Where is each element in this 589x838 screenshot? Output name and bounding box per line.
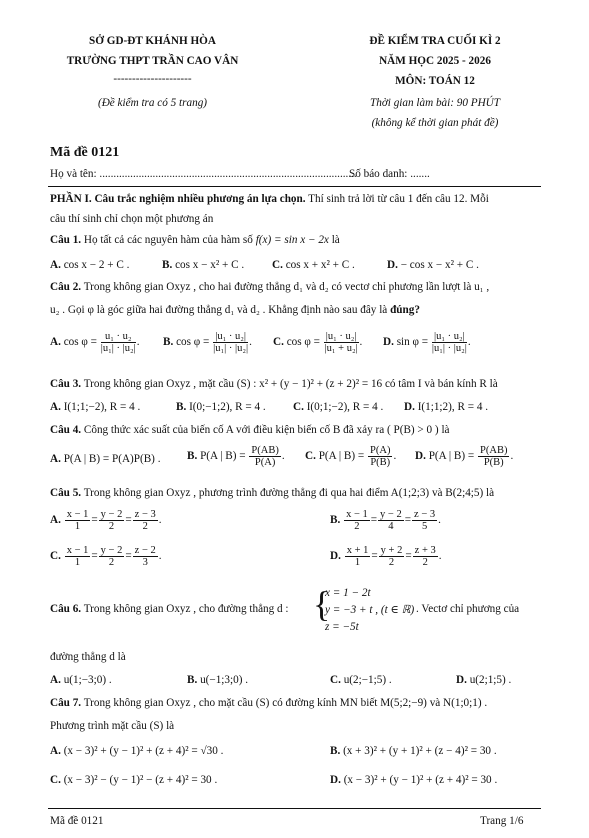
denominator: |u₁| · |u₂| — [431, 343, 467, 355]
numerator: |u₁ · u₂| — [432, 331, 467, 343]
q6-option-a[interactable] — [50, 673, 112, 687]
q3-option-d[interactable] — [404, 400, 488, 414]
denominator: 2 — [354, 521, 360, 533]
question-5 — [50, 486, 494, 500]
subject: MÔN: TOÁN 12 — [395, 75, 475, 87]
q3-option-a[interactable] — [50, 400, 140, 414]
school-name: TRƯỜNG THPT TRẦN CAO VÂN — [66, 55, 239, 67]
option-text: u(2;−1;5) . — [343, 674, 392, 686]
option-label: D. — [415, 450, 426, 463]
option-label: B. — [162, 259, 173, 271]
denominator: 2 — [108, 557, 115, 569]
q7-text: Trong không gian Oxyz , cho mặt cầu (S) có đường kính MN biết M(5;2;−9) và N(1;0;1) . — [81, 697, 488, 709]
option-label: A. — [50, 259, 61, 271]
question-6 — [50, 602, 289, 616]
exam-time-note: (không kể thời gian phát đề) — [371, 117, 499, 129]
q7-option-d[interactable] — [330, 773, 497, 787]
option-text: (x + 3)² + (y + 1)² + (z − 4)² = 30 . — [343, 745, 497, 757]
option-lhs: P(A | B) = — [200, 450, 246, 463]
option-lhs: P(A | B) = — [318, 450, 365, 463]
fraction — [368, 445, 392, 468]
q2-label: Câu 2. — [50, 281, 82, 293]
option-text: (x − 3)² − (y − 1)² − (z + 4)² = 30 . — [63, 774, 218, 786]
option-label: B. — [187, 450, 198, 463]
part1-text: Thí sinh trả lời từ câu 1 đến câu 12. Mỗi — [305, 193, 489, 205]
option-label: C. — [272, 259, 283, 271]
numerator: y − 2 — [100, 509, 123, 520]
name-label: Họ và tên: — [50, 168, 100, 180]
option-text: P(A | B) = P(A)P(B) . — [63, 453, 161, 465]
option-label: D. — [387, 259, 398, 271]
q1-label: Câu 1. — [50, 234, 82, 246]
option-label: D. — [404, 401, 415, 413]
q2-line2 — [50, 303, 420, 317]
option-lhs: P(A | B) = — [428, 450, 475, 463]
option-text: (x − 3)² + (y − 1)² + (z + 4)² = √30 . — [63, 745, 224, 757]
option-label: D. — [383, 336, 394, 349]
question-7 — [50, 696, 487, 710]
option-text: cos x − x² + C . — [175, 259, 245, 271]
option-label: A. — [50, 674, 61, 686]
q1-expr: f(x) = sin x − 2x — [255, 234, 329, 246]
q2-option-c[interactable]: C. cos φ = $\frac{\text{|u₁ · u₂|}}{\text{|u₁ + u₂|}}$ . — [273, 331, 363, 355]
option-label: B. — [330, 745, 341, 757]
q7-line2: Phương trình mặt cầu (S) là — [50, 720, 175, 732]
fraction — [99, 509, 125, 532]
fraction — [412, 509, 437, 532]
top-rule — [48, 186, 541, 187]
q7-option-c[interactable] — [50, 773, 217, 787]
exam-time: Thời gian làm bài: 90 PHÚT — [370, 97, 500, 109]
denominator: 2 — [108, 521, 115, 533]
option-label: B. — [330, 514, 341, 527]
school-year: NĂM HỌC 2025 - 2026 — [379, 55, 491, 67]
q5-option-c[interactable]: C. $\frac{x - 1}{1}$ = $\frac{y - 2}{2}$ = $\frac{z - 2}{3}$ . — [50, 545, 162, 569]
option-label: C. — [50, 550, 61, 563]
fraction — [101, 331, 136, 354]
option-label: B. — [163, 336, 174, 349]
q6-text: Trong không gian Oxyz , cho đường thẳng d : — [81, 603, 289, 615]
q1-tail: là — [328, 234, 340, 246]
option-label: D. — [456, 674, 467, 686]
q5-option-a[interactable]: A. $\frac{x - 1}{1}$ = $\frac{y - 2}{2}$ = $\frac{z - 3}{2}$ . — [50, 509, 162, 533]
q2-option-a[interactable]: A. cos φ = $\frac{\text{u₁ · u₂}}{\text{|u₁| · |u₂|}}$ . — [50, 331, 140, 355]
option-label: A. — [50, 514, 61, 527]
denominator: 1 — [74, 557, 81, 569]
fraction — [432, 331, 467, 354]
numerator: z − 3 — [414, 509, 436, 520]
denominator: P(B) — [483, 457, 504, 469]
option-text: I(1;1;2), R = 4 . — [417, 401, 489, 413]
option-label: C. — [293, 401, 304, 413]
fraction — [378, 509, 404, 532]
denominator: |u₁| · |u₂| — [100, 343, 136, 355]
denominator: 2 — [422, 557, 428, 569]
q4-text: Công thức xác suất của biến cố A với điều kiện biến cố B đã xảy ra ( P(B) > 0 ) là — [81, 424, 450, 436]
q7-option-b[interactable] — [330, 744, 497, 758]
name-field: ............................................................................................ — [99, 168, 357, 180]
denominator: 4 — [388, 521, 394, 533]
fraction — [133, 509, 158, 532]
part1-line1 — [50, 192, 489, 206]
fraction — [413, 545, 438, 568]
system-brace: { — [313, 584, 331, 624]
fraction — [324, 331, 359, 354]
denominator: 3 — [142, 557, 148, 569]
footer-page-number: Trang 1/6 — [480, 815, 524, 827]
option-lhs: cos φ = — [286, 336, 320, 349]
option-lhs: cos φ = — [63, 336, 97, 349]
option-label: B. — [187, 674, 198, 686]
header-divider: --------------------- — [113, 73, 192, 85]
q4-option-d[interactable]: D. P(A | B) = $\frac{P(AB)}{P(B)}$ . — [415, 445, 514, 469]
denominator: 2 — [388, 557, 395, 569]
fraction — [65, 545, 91, 568]
denominator: 2 — [142, 521, 148, 533]
q5-option-d[interactable]: D. $\frac{x + 1}{1}$ = $\frac{y + 2}{2}$ = $\frac{z + 3}{2}$ . — [330, 545, 442, 569]
q6-line2: đường thẳng d là — [50, 651, 126, 663]
option-label: A. — [50, 336, 61, 349]
denominator: |u₁ + u₂| — [324, 343, 358, 355]
pages-note: (Đề kiểm tra có 5 trang) — [97, 97, 208, 109]
question-1 — [50, 233, 340, 247]
q4-option-c[interactable]: C. P(A | B) = $\frac{P(A)}{P(B)}$ . — [305, 445, 397, 469]
q5-option-b[interactable]: B. $\frac{x - 1}{2}$ = $\frac{y - 2}{4}$ = $\frac{z - 3}{5}$ . — [330, 509, 441, 533]
option-text: u(1;−3;0) . — [63, 674, 112, 686]
option-text: cos x − 2 + C . — [63, 259, 130, 271]
q1-option-a[interactable] — [50, 258, 129, 272]
numerator: z − 3 — [134, 509, 156, 520]
option-label: B. — [176, 401, 187, 413]
option-text: u(2;1;5) . — [469, 674, 512, 686]
option-label: C. — [273, 336, 284, 349]
question-2 — [50, 280, 489, 294]
option-label: D. — [330, 774, 341, 786]
q6-option-d[interactable] — [456, 673, 511, 687]
q6-system-eq3: z = −5t — [325, 621, 359, 633]
numerator: x − 1 — [66, 545, 89, 556]
id-field: ....... — [410, 168, 430, 180]
option-lhs: sin φ = — [396, 336, 429, 349]
option-text: cos x + x² + C . — [285, 259, 355, 271]
q5-label: Câu 5. — [50, 487, 82, 499]
fraction — [478, 445, 509, 468]
option-text: − cos x − x² + C . — [400, 259, 479, 271]
student-id-row — [349, 167, 430, 181]
denominator: |u₁| · |u₂| — [213, 343, 249, 355]
fraction — [379, 545, 405, 568]
numerator: y − 2 — [100, 545, 123, 556]
exam-title: ĐỀ KIỂM TRA CUỐI KÌ 2 — [369, 35, 501, 47]
numerator: y + 2 — [380, 545, 403, 556]
q4-option-a[interactable] — [50, 452, 161, 466]
question-4 — [50, 423, 450, 437]
q2-line2-text: u₂ . Gọi φ là góc giữa hai đường thẳng d₁ và d₂ . Khẳng định nào sau đây là — [50, 304, 391, 316]
department-name: SỞ GD-ĐT KHÁNH HÒA — [89, 35, 216, 47]
q5-text: Trong không gian Oxyz , phương trình đường thẳng đi qua hai điểm A(1;2;3) và B(2;4;5) là — [81, 487, 495, 499]
denominator: P(B) — [370, 457, 391, 469]
numerator: |u₁ · u₂| — [213, 331, 248, 343]
option-label: D. — [330, 550, 341, 563]
q1-option-b[interactable] — [162, 258, 244, 272]
q6-option-b[interactable] — [187, 673, 248, 687]
denominator: 1 — [354, 557, 361, 569]
part1-line2: câu thí sinh chỉ chọn một phương án — [50, 213, 214, 225]
footer-exam-code: Mã đề 0121 — [50, 815, 104, 827]
option-label: A. — [50, 401, 61, 413]
option-label: C. — [50, 774, 61, 786]
q3-option-b[interactable] — [176, 400, 266, 414]
numerator: z + 3 — [414, 545, 436, 556]
exam-code-title: Mã đề 0121 — [50, 145, 120, 160]
q2-line1: Trong không gian Oxyz , cho hai đường thẳng d₁ và d₂ có vectơ chỉ phương lần lượt là u₁ , — [81, 281, 490, 293]
q7-label: Câu 7. — [50, 697, 82, 709]
q6-system-eq1: x = 1 − 2t — [325, 587, 371, 599]
option-text: I(1;1;−2), R = 4 . — [63, 401, 141, 413]
option-label: A. — [50, 453, 61, 465]
q2-option-d[interactable]: D. sin φ = $\frac{\text{|u₁ · u₂|}}{\text{|u₁| · |u₂|}}$ . — [383, 331, 471, 355]
footer-rule — [48, 808, 541, 809]
q2-line2-emph: đúng? — [390, 304, 420, 316]
q2-option-b[interactable]: B. cos φ = $\frac{\text{|u₁ · u₂|}}{\text{|u₁| · |u₂|}}$ . — [163, 331, 252, 355]
numerator: u₁ · u₂ — [101, 331, 136, 343]
q3-option-c[interactable] — [293, 400, 383, 414]
q3-text: Trong không gian Oxyz , mặt cầu (S) : x² + (y − 1)² + (z + 2)² = 16 có tâm I và bán kính R là — [81, 378, 498, 390]
q4-option-b[interactable]: B. P(A | B) = $\frac{P(AB)}{P(A)}$ . — [187, 445, 285, 469]
q1-option-c[interactable] — [272, 258, 355, 272]
fraction — [65, 509, 91, 532]
q1-text: Họ tất cả các nguyên hàm của hàm số — [81, 234, 256, 246]
numerator: x + 1 — [346, 545, 369, 556]
numerator: P(A) — [370, 445, 391, 456]
numerator: |u₁ · u₂| — [325, 331, 357, 342]
fraction — [345, 545, 371, 568]
numerator: y − 2 — [380, 509, 402, 520]
fraction — [344, 509, 370, 532]
fraction — [99, 545, 125, 568]
question-3 — [50, 377, 498, 391]
option-label: A. — [50, 745, 61, 757]
option-lhs: cos φ = — [176, 336, 210, 349]
q1-option-d[interactable] — [387, 258, 479, 272]
id-label: Số báo danh: — [349, 168, 411, 180]
option-label: C. — [305, 450, 316, 463]
fraction — [213, 331, 248, 354]
part1-heading: PHẦN I. Câu trắc nghiệm nhiều phương án lựa chọn. — [50, 193, 306, 205]
q4-label: Câu 4. — [50, 424, 82, 436]
q6-label: Câu 6. — [50, 603, 82, 615]
numerator: P(AB) — [251, 445, 279, 456]
denominator: 5 — [421, 521, 428, 533]
q7-option-a[interactable] — [50, 744, 223, 758]
denominator: 1 — [74, 521, 81, 533]
student-name-row — [50, 167, 357, 181]
numerator: P(AB) — [480, 445, 508, 456]
numerator: x − 1 — [66, 509, 89, 520]
fraction — [249, 445, 280, 468]
numerator: x − 1 — [346, 509, 368, 520]
denominator: P(A) — [254, 457, 276, 469]
option-text: (x − 3)² + (y − 1)² + (z + 4)² = 30 . — [343, 774, 498, 786]
option-text: u(−1;3;0) . — [200, 674, 249, 686]
q6-option-c[interactable] — [330, 673, 392, 687]
option-text: I(0;1;−2), R = 4 . — [306, 401, 384, 413]
option-label: C. — [330, 674, 341, 686]
fraction — [133, 545, 158, 568]
numerator: z − 2 — [134, 545, 156, 556]
q6-system-eq2: y = −3 + t , (t ∈ ℝ) — [325, 604, 415, 616]
option-text: I(0;−1;2), R = 4 . — [189, 401, 266, 413]
q3-label: Câu 3. — [50, 378, 82, 390]
q6-tail: . Vectơ chỉ phương của — [416, 603, 520, 615]
